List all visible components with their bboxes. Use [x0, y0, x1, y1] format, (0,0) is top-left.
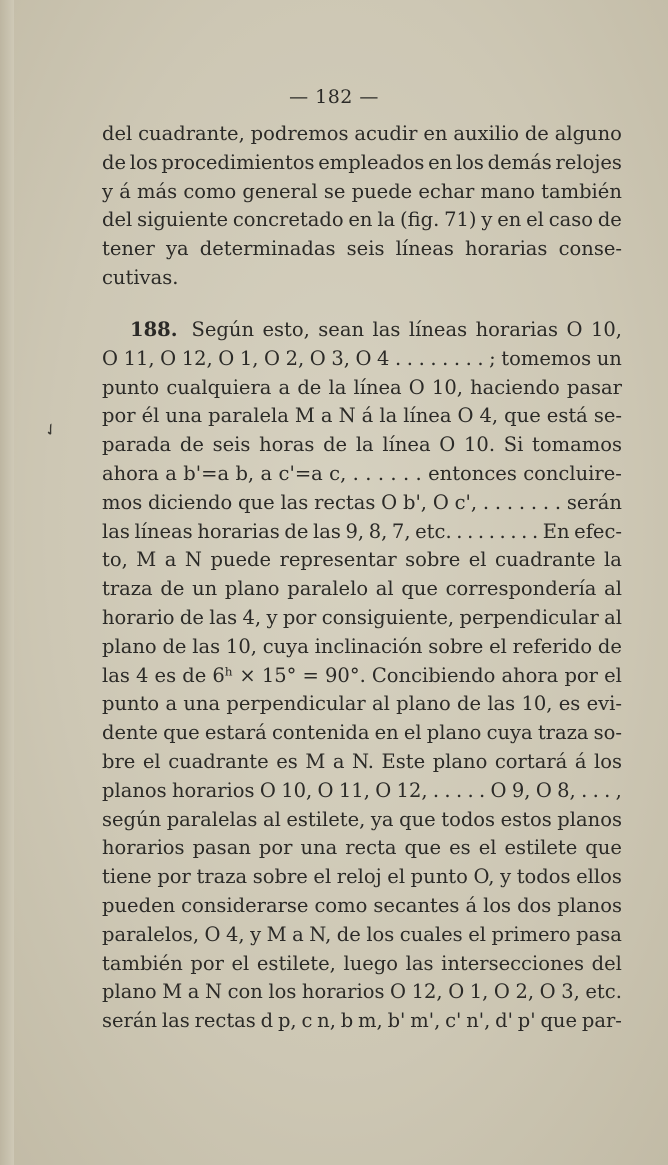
text-line: O 11, O 12, O 1, O 2, O 3, O 4 . . . . . . . . ; tomemos un: [102, 346, 622, 370]
text-line: planos horarios O 10, O 11, O 12, . . . . . O 9, O 8, . . . ,: [102, 778, 622, 802]
text-line: cutivas.: [102, 265, 179, 289]
text-line: horarios pasan por una recta que es el estilete que: [102, 836, 622, 860]
paragraph-188-first-line: [102, 318, 622, 347]
text-line: según paralelas al estilete, ya que todos estos planos: [102, 807, 622, 831]
text-line: parada de seis horas de la línea O 10. Si tomamos: [102, 433, 622, 457]
text-line: punto a una perpendicular al plano de las 10, es evi-: [102, 692, 622, 716]
text-line: dente que estará contenida en el plano cuya traza so-: [102, 721, 622, 745]
paragraph-188-first-line-text: Según esto, sean las líneas horarias O 10,: [191, 318, 622, 341]
text-line: de los procedimientos empleados en los demás relojes: [102, 150, 622, 174]
text-line: serán las rectas d p, c n, b m, b' m', c' n', d' p' que par-: [102, 1009, 622, 1033]
text-line: ahora a b'=a b, a c'=a c, . . . . . . entonces concluire-: [102, 461, 622, 485]
text-line: horario de las 4, y por consiguiente, perpendicular al: [102, 605, 622, 629]
text-line: por él una paralela M a N á la línea O 4, que está se-: [102, 404, 622, 428]
paragraph-1: [102, 122, 622, 295]
text-line: pueden considerarse como secantes á los dos planos: [102, 893, 622, 917]
page-number: — 182 —: [289, 86, 379, 108]
text-line: to, M a N puede representar sobre el cuadrante la: [102, 548, 622, 572]
text-line: bre el cuadrante es M a N. Este plano cortará á los: [102, 749, 622, 773]
pencil-check-mark: ✓: [39, 417, 62, 442]
text-line: plano M a N con los horarios O 12, O 1, O 2, O 3, etc.: [102, 980, 622, 1004]
text-line: punto cualquiera a de la línea O 10, haciendo pasar: [102, 375, 622, 399]
text-line: mos diciendo que las rectas O b', O c', . . . . . . . serán: [102, 490, 622, 514]
paragraph-188: [102, 318, 622, 1038]
text-line: del cuadrante, podremos acudir en auxilio de alguno: [102, 122, 622, 145]
page-gutter-shadow: [0, 0, 14, 1165]
text-line: las 4 es de 6ʰ × 15° = 90°. Concibiendo ahora por el: [102, 663, 622, 687]
text-line: paralelos, O 4, y M a N, de los cuales el primero pasa: [102, 922, 622, 946]
text-line: tiene por traza sobre el reloj el punto O, y todos ellos: [102, 865, 622, 889]
text-line: y á más como general se puede echar mano también: [102, 179, 622, 203]
text-line: tener ya determinadas seis líneas horarias conse-: [102, 237, 622, 261]
section-number: 188.: [130, 318, 178, 341]
text-line: las líneas horarias de las 9, 8, 7, etc. . . . . . . . . En efec-: [102, 519, 622, 543]
text-line: traza de un plano paralelo al que correspondería al: [102, 577, 622, 601]
text-line: del siguiente concretado en la (fig. 71) y en el caso de: [102, 208, 622, 232]
text-line: también por el estilete, luego las intersecciones del: [102, 951, 622, 975]
text-line: plano de las 10, cuya inclinación sobre el referido de: [102, 634, 622, 658]
